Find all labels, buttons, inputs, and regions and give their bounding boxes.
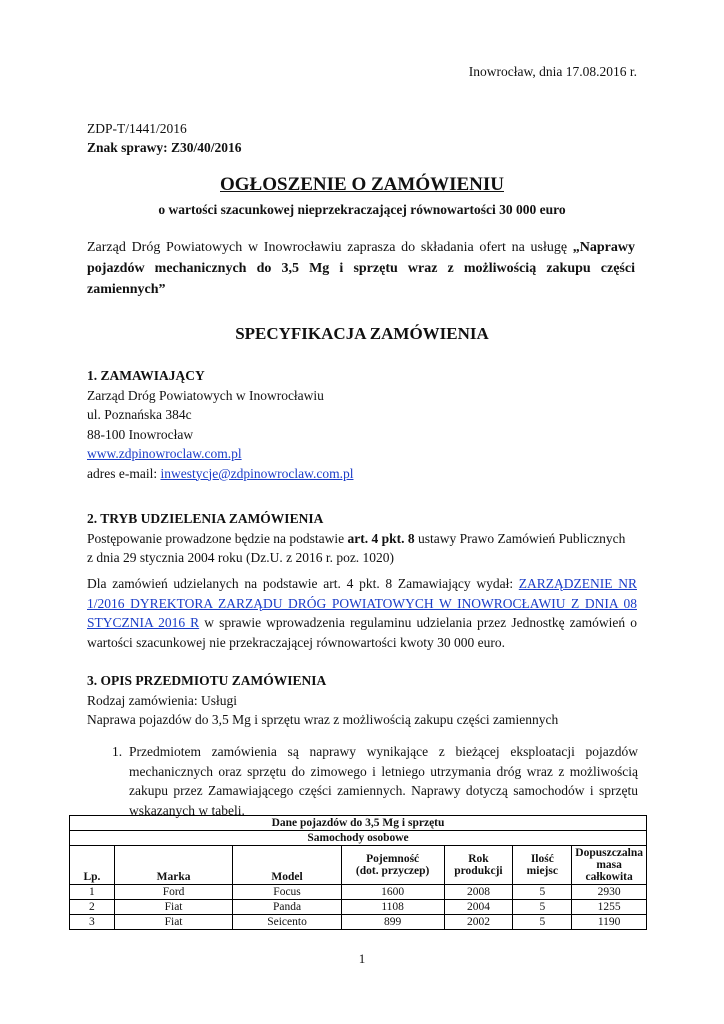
table-row [70, 885, 647, 900]
email-link[interactable]: inwestycje@zdpinowroclaw.com.pl [160, 465, 354, 481]
col-pojemnosc [341, 846, 444, 885]
document-subtitle: o wartości szacunkowej nieprzekraczającej równowartości 30 000 euro [158, 202, 566, 217]
cell-miejsc: 5 [513, 900, 572, 915]
table-row [70, 900, 647, 915]
intro-service-name: „Naprawy pojazdów mechanicznych do 3,5 Mg i sprzętu wraz z możliwością zakupu części zamiennych” [87, 240, 635, 297]
section-subject [87, 671, 637, 730]
website-link[interactable]: www.zdpinowroclaw.com.pl [87, 446, 242, 461]
cell-model: Seicento [233, 915, 342, 930]
table-caption: Dane pojazdów do 3,5 Mg i sprzętu [70, 816, 647, 831]
section-2-heading: 2. TRYB UDZIELENIA ZAMÓWIENIA [87, 511, 324, 526]
regulation-paragraph [87, 574, 637, 652]
legal-basis-article: art. 4 pkt. 8 [347, 530, 415, 546]
cell-model: Panda [233, 900, 342, 915]
col-model: Model [233, 846, 342, 885]
cell-model: Focus [233, 885, 342, 900]
col-pojemnosc-line1: Pojemność [366, 853, 420, 865]
section-1-heading: 1. ZAMAWIAJĄCY [87, 368, 205, 383]
cell-masa: 2930 [572, 885, 647, 900]
list-item-text: Przedmiotem zamówienia są naprawy wynikające z bieżącej eksploatacji pojazdów mechanicznych oraz sprzętu do zimowego i letniego utrzymania dróg wraz z możliwością zakupu przez Zamawiającego części zamiennych. Naprawy dotyczą samochodów i sprzętu wskazanych w tabeli. [129, 744, 638, 818]
legal-basis-text: Postępowanie prowadzone będzie na podstawie [87, 530, 348, 546]
list-item-number: 1. [112, 744, 123, 759]
order-subject: Naprawa pojazdów do 3,5 Mg i sprzętu wraz z możliwością zakupu części zamiennych [87, 712, 559, 727]
table-row [70, 915, 647, 930]
cell-marka: Ford [114, 885, 232, 900]
col-ilosc [513, 846, 572, 885]
org-city: 88-100 Inowrocław [87, 426, 194, 442]
specification-title: SPECYFIKACJA ZAMÓWIENIA [235, 324, 489, 343]
regulation-intro: Dla zamówień udzielanych na podstawie art. 4 pkt. 8 Zamawiający wydał: [87, 576, 519, 591]
col-rok-line1: Rok [468, 853, 489, 865]
list-item [112, 742, 638, 820]
cell-lp: 3 [70, 915, 115, 930]
intro-paragraph [87, 237, 635, 300]
col-masa-line2: masa całkowita [585, 859, 633, 883]
cell-pojemnosc: 1108 [341, 900, 444, 915]
cell-lp: 1 [70, 885, 115, 900]
col-pojemnosc-line2: (dot. przyczep) [355, 865, 430, 877]
legal-basis-date: z dnia 29 stycznia 2004 roku (Dz.U. z 2016 r. poz. 1020) [87, 550, 395, 565]
regulation-description: w sprawie wprowadzenia regulaminu udzielania przez Jednostkę zamówień o wartości szacunkowej nie przekraczającej równowartości kwoty 30 000 euro. [87, 615, 637, 650]
cell-miejsc: 5 [513, 915, 572, 930]
cell-pojemnosc: 899 [341, 915, 444, 930]
cell-masa: 1255 [572, 900, 647, 915]
order-type: Rodzaj zamówienia: Usługi [87, 692, 237, 708]
cell-marka: Fiat [114, 900, 232, 915]
reference-number: ZDP-T/1441/2016 [87, 121, 187, 136]
col-marka: Marka [114, 846, 232, 885]
col-lp: Lp. [70, 846, 115, 885]
cell-marka: Fiat [114, 915, 232, 930]
intro-text: Zarząd Dróg Powiatowych w Inowrocławiu zaprasza do składania ofert na usługę [87, 240, 573, 255]
regulation-link[interactable]: ZARZĄDZENIE NR 1/2016 DYREKTORA ZARZĄDU DRÓG POWIATOWYCH W INOWROCŁAWIU Z DNIA 08 STYCZNIA 2016 R [87, 576, 638, 630]
section-procedure [87, 509, 637, 568]
section-ordering-party [87, 366, 637, 483]
table-header-row [70, 846, 647, 885]
page-number: 1 [358, 951, 366, 966]
vehicle-table [69, 815, 647, 930]
cell-lp: 2 [70, 900, 115, 915]
col-rok-line2: produkcji [454, 865, 503, 877]
legal-basis-act: ustawy Prawo Zamówień Publicznych [414, 530, 626, 546]
section-3-heading: 3. OPIS PRZEDMIOTU ZAMÓWIENIA [87, 673, 327, 688]
case-number: Znak sprawy: Z30/40/2016 [87, 140, 242, 155]
org-name: Zarząd Dróg Powiatowych w Inowrocławiu [87, 387, 324, 403]
col-rok [444, 846, 513, 885]
table-group: Samochody osobowe [70, 831, 647, 846]
col-masa [572, 846, 647, 885]
org-street: ul. Poznańska 384c [87, 407, 192, 422]
cell-rok: 2002 [444, 915, 513, 930]
cell-pojemnosc: 1600 [341, 885, 444, 900]
cell-miejsc: 5 [513, 885, 572, 900]
email-label: adres e-mail: [87, 465, 161, 481]
cell-rok: 2004 [444, 900, 513, 915]
cell-masa: 1190 [572, 915, 647, 930]
col-ilosc-line2: miejsc [526, 865, 558, 877]
date-line: Inowrocław, dnia 17.08.2016 r. [468, 64, 637, 79]
col-ilosc-line1: Ilość [530, 853, 554, 865]
cell-rok: 2008 [444, 885, 513, 900]
col-masa-line1: Dopuszczalna [575, 847, 643, 859]
document-title: OGŁOSZENIE O ZAMÓWIENIU [220, 174, 504, 195]
